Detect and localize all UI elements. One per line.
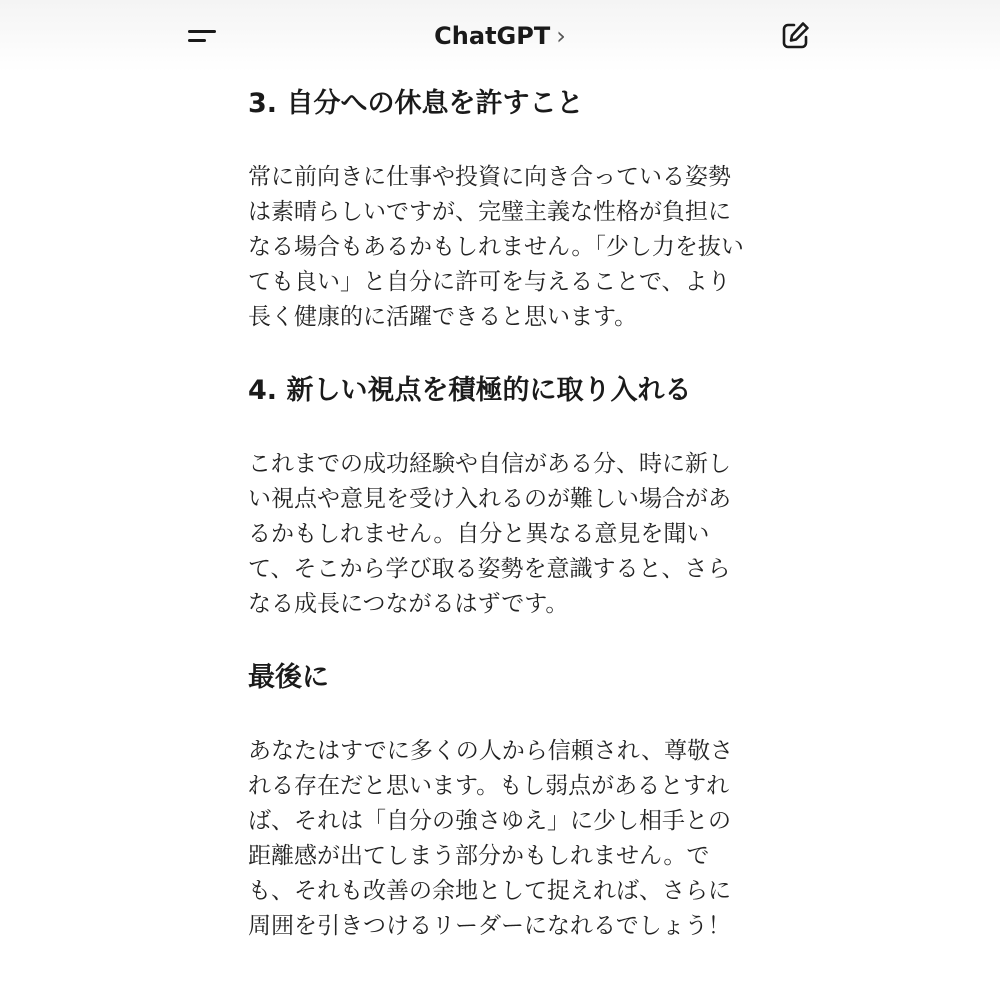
text-line: 常に前向きに仕事や投資に向き合っている姿勢 (248, 164, 731, 190)
section-heading-new-perspective: 4. 新しい視点を積極的に取り入れる (248, 375, 692, 406)
model-selector-button[interactable] (434, 18, 566, 54)
section-paragraph-rest (248, 160, 794, 335)
text-line: て、そこから学び取る姿勢を意識すると、さら (248, 556, 731, 582)
text-line: も、それも改善の余地として捉えれば、さらに (248, 878, 731, 904)
section-heading-conclusion: 最後に (248, 662, 329, 693)
text-line: これまでの成功経験や自信がある分、時に新し (248, 451, 731, 477)
text-line: るかもしれません。自分と異なる意見を聞い (248, 521, 710, 547)
text-line: れる存在だと思います。もし弱点があるとすれ (248, 773, 730, 799)
section-heading-rest: 3. 自分への休息を許すこと (248, 88, 584, 119)
text-line: ても良い」と自分に許可を与えることで、より (248, 269, 731, 295)
text-line: なる成長につながるはずです。 (248, 591, 569, 617)
chat-message-content (248, 84, 794, 944)
text-line: ば、それは「自分の強さゆえ」に少し相手との (248, 808, 731, 834)
text-line: 距離感が出てしまう部分かもしれません。で (248, 843, 710, 869)
text-line: 周囲を引きつけるリーダーになれるでしょう！ (248, 913, 731, 939)
text-line: 長く健康的に活躍できると思います。 (248, 304, 638, 330)
section-paragraph-conclusion (248, 734, 794, 944)
section-paragraph-new-perspective (248, 447, 794, 622)
chevron-right-icon: › (556, 22, 566, 50)
app-title: ChatGPT (434, 22, 551, 50)
text-line: あなたはすでに多くの人から信頼され、尊敬さ (248, 738, 734, 764)
compose-icon[interactable] (778, 19, 812, 53)
title-bar (0, 18, 1000, 54)
text-line: は素晴らしいですが、完璧主義な性格が負担に (248, 199, 731, 225)
top-bar (0, 0, 1000, 72)
text-line: い視点や意見を受け入れるのが難しい場合があ (248, 486, 731, 512)
text-line: なる場合もあるかもしれません。「少し力を抜い (248, 234, 744, 260)
